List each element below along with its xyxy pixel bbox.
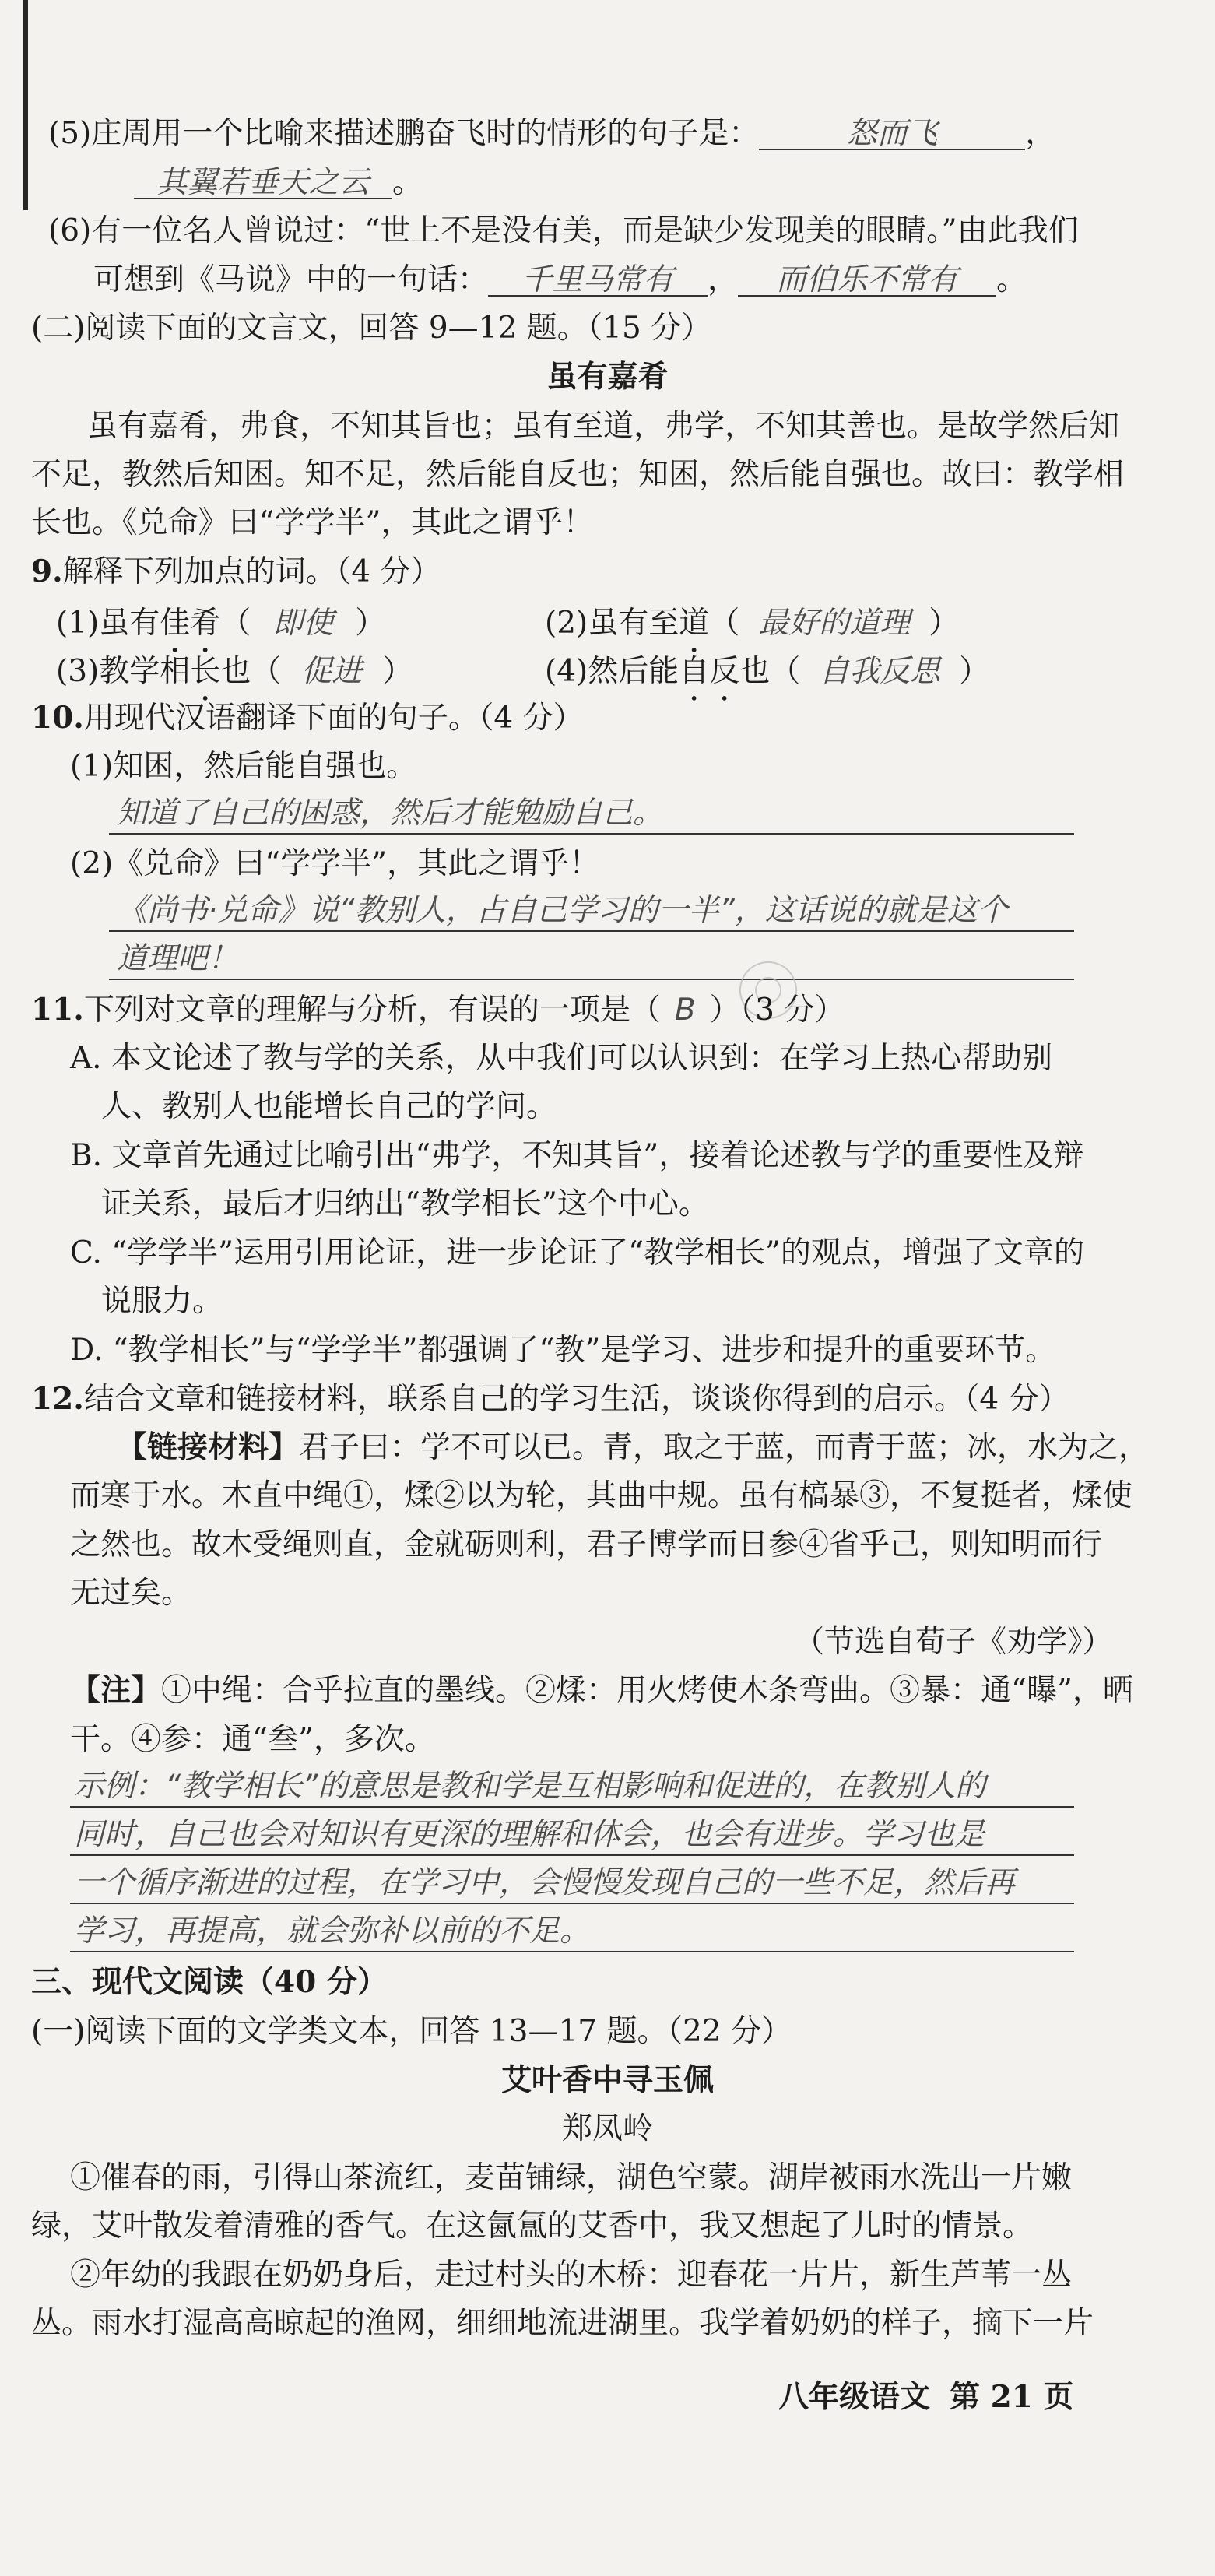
q9-item-3-close: ） — [382, 654, 413, 689]
q12-answer-rule2 — [70, 1854, 1074, 1856]
q9-item-4-close: ） — [959, 654, 990, 689]
q10-answer-2-line2: 道理吧！ — [117, 941, 239, 976]
q11-line — [31, 992, 845, 1028]
q11-label: 11. — [31, 992, 84, 1028]
q11-answer: B — [674, 993, 696, 1028]
q12-answer-rule1 — [70, 1806, 1074, 1808]
q10-text: 用现代汉语翻译下面的句子。（4 分） — [83, 701, 584, 736]
q9-label: 9. — [31, 554, 63, 589]
section3-author: 郑凤岭 — [561, 2111, 653, 2146]
q9-item-2 — [545, 606, 959, 659]
section2-passage-1: 虽有嘉肴，弗食，不知其旨也；虽有至道，弗学，不知其善也。是故学然后知 — [87, 409, 1120, 444]
q10-sentence-2: (2)《兑命》曰“学学半”，其此之谓乎！ — [70, 846, 600, 881]
q10-answer-1: 知道了自己的困惑，然后才能勉励自己。 — [117, 796, 664, 831]
q5-answer2: 其翼若垂天之云 — [134, 167, 392, 199]
q9-item-1-pre: (1)虽有 — [56, 606, 160, 641]
q6-line1: (6)有一位名人曾说过：“世上不是没有美，而是缺少发现美的眼睛。”由此我们 — [48, 213, 1079, 248]
q12-answer-rule4 — [70, 1951, 1074, 1952]
section2-passage-3: 长也。《兑命》曰“学学半”，其此之谓乎！ — [31, 505, 594, 540]
q9-item-3-dot: 长 — [190, 654, 221, 689]
q6-answer2: 而伯乐不常有 — [738, 265, 996, 297]
section2-header: (二)阅读下面的文言文，回答 9—12 题。（15 分） — [31, 311, 712, 346]
q12-link-line1 — [117, 1429, 1150, 1465]
q6-prefix: 可想到《马说》中的一句话： — [93, 262, 489, 297]
q5-line2 — [134, 167, 423, 199]
section3-para-3: ②年幼的我跟在奶奶身后，走过村头的木桥：迎春花一片片，新生芦苇一丛 — [70, 2258, 1073, 2293]
q12-link-line4: 无过矣。 — [70, 1576, 192, 1611]
section2-title: 虽有嘉肴 — [546, 359, 669, 395]
section3-header: 三、现代文阅读（40 分） — [31, 1964, 388, 2000]
q9-item-3-pre: (3)教学相 — [56, 654, 191, 689]
footer-page-number: 第 21 页 — [950, 2379, 1074, 2415]
q11-option-c-1: C. “学学半”运用引用论证，进一步论证了“教学相长”的观点，增强了文章的 — [70, 1235, 1084, 1270]
q9-item-3 — [56, 654, 413, 708]
section3-sub: (一)阅读下面的文学类文本，回答 13—17 题。（22 分） — [31, 2014, 792, 2049]
q5-text: (5)庄周用一个比喻来描述鹏奋飞时的情形的句子是： — [48, 116, 760, 151]
q9-item-2-post: （ — [709, 606, 740, 641]
q9-item-2-dot: 道 — [679, 606, 710, 641]
q9-item-1-answer: 即使 — [272, 606, 334, 641]
q10-answer-2-line1: 《尚书·兑命》说“教别人，占自己学习的一半”，这话说的就是这个 — [117, 893, 1008, 928]
margin-line — [23, 0, 28, 210]
q12-label: 12. — [31, 1381, 84, 1417]
q11-option-c-2: 说服力。 — [101, 1284, 223, 1319]
q11-option-d-1: D. “教学相长”与“学学半”都强调了“教”是学习、进步和提升的重要环节。 — [70, 1333, 1056, 1368]
q12-note-line1 — [70, 1672, 1133, 1708]
q5-answer1: 怒而飞 — [759, 118, 1025, 150]
q12-answer-line4: 学习，再提高，就会弥补以前的不足。 — [74, 1914, 591, 1949]
q10-line — [31, 700, 584, 736]
q9-item-3-post: 也（ — [220, 654, 282, 689]
q9-item-4-answer: 自我反思 — [819, 654, 941, 689]
q11-option-a-2: 人、教别人也能增长自己的学问。 — [101, 1089, 557, 1124]
q11-text-pre: 下列对文章的理解与分析，有误的一项是（ — [83, 993, 661, 1028]
q12-text: 结合文章和链接材料，联系自己的学习生活，谈谈你得到的启示。（4 分） — [83, 1382, 1069, 1417]
q9-item-1-dot: 佳肴 — [160, 606, 221, 641]
q9-item-4-post: 也（ — [739, 654, 801, 689]
q9-item-2-pre: (2)虽有至 — [545, 606, 679, 641]
q12-answer-line2: 同时，自己也会对知识有更深的理解和体会，也会有进步。学习也是 — [74, 1817, 985, 1852]
q6-period: 。 — [996, 262, 1027, 297]
q5-line — [48, 118, 1055, 150]
q12-note-text-1: ①中绳：合乎拉直的墨线。②煣：用火烤使木条弯曲。③暴：通“曝”，晒 — [161, 1673, 1133, 1708]
q10-label: 10. — [31, 700, 84, 736]
q5-period: 。 — [392, 165, 423, 200]
q10-answer-1-rule — [109, 833, 1074, 835]
section3-title: 艾叶香中寻玉佩 — [500, 2062, 714, 2098]
section3-para-4: 丛。雨水打湿高高晾起的渔网，细细地流进湖里。我学着奶奶的样子，摘下一片 — [31, 2306, 1094, 2341]
section3-para-2: 绿，艾叶散发着清雅的香气。在这氤氲的艾香中，我又想起了儿时的情景。 — [31, 2209, 1034, 2244]
q9-item-1-close: ） — [355, 606, 386, 641]
q12-link-text-1: 君子曰：学不可以已。青，取之于蓝，而青于蓝；冰，水为之， — [299, 1430, 1150, 1465]
q12-answer-line1: 示例：“教学相长”的意思是教和学是互相影响和促进的，在教别人的 — [74, 1769, 986, 1804]
q9-item-4-pre: (4)然后能 — [545, 654, 679, 689]
q11-option-a-1: A. 本文论述了教与学的关系，从中我们可以认识到：在学习上热心帮助别 — [70, 1041, 1052, 1076]
q12-source: （节选自荀子《劝学》） — [794, 1625, 1113, 1660]
q10-sentence-1: (1)知困，然后能自强也。 — [70, 749, 417, 784]
q11-option-b-1: B. 文章首先通过比喻引出“弗学，不知其旨”，接着论述教与学的重要性及辩 — [70, 1138, 1084, 1173]
q12-note-line2: 干。④参：通“叁”，多次。 — [70, 1722, 435, 1757]
q9-item-4 — [545, 654, 989, 708]
q9-item-1-post: （ — [220, 606, 251, 641]
footer-subject: 八年级语文 — [778, 2379, 931, 2415]
q9-item-2-close: ） — [929, 606, 960, 641]
q11-text-post: ）（3 分） — [709, 993, 845, 1028]
section3-para-1: ①催春的雨，引得山茶流红，麦苗铺绿，湖色空蒙。湖岸被雨水洗出一片嫩 — [70, 2160, 1073, 2195]
q12-answer-rule3 — [70, 1903, 1074, 1904]
q6-comma: ， — [708, 262, 739, 297]
q6-line2 — [93, 262, 1027, 297]
q9-item-2-answer: 最好的道理 — [758, 606, 911, 641]
q11-option-b-2: 证关系，最后才归纳出“教学相长”这个中心。 — [101, 1186, 709, 1221]
q12-answer-line3: 一个循序渐进的过程，在学习中，会慢慢发现自己的一些不足，然后再 — [74, 1865, 1016, 1900]
q12-note-label: 【注】 — [70, 1672, 162, 1708]
q10-answer-2-rule1 — [109, 930, 1074, 932]
q9-item-3-answer: 促进 — [301, 654, 363, 689]
q10-answer-2-rule2 — [109, 979, 1074, 980]
q6-answer1: 千里马常有 — [488, 265, 708, 297]
q9-text: 解释下列加点的词。（4 分） — [62, 554, 441, 589]
q9-item-4-dot: 自反 — [679, 654, 740, 689]
q5-comma: ， — [1025, 116, 1056, 151]
section2-passage-2: 不足，教然后知困。知不足，然后能自反也；知困，然后能自强也。故曰：教学相 — [31, 457, 1125, 492]
q12-link-line2: 而寒于水。木直中绳①，煣②以为轮，其曲中规。虽有槁暴③，不复挺者，煣使 — [70, 1478, 1133, 1513]
q9-item-1 — [56, 606, 385, 659]
q9-line — [31, 554, 441, 589]
q12-link-label: 【链接材料】 — [117, 1429, 300, 1465]
q12-line — [31, 1381, 1069, 1417]
q12-link-line3: 之然也。故木受绳则直，金就砺则利，君子博学而日参④省乎己，则知明而行 — [70, 1527, 1103, 1562]
